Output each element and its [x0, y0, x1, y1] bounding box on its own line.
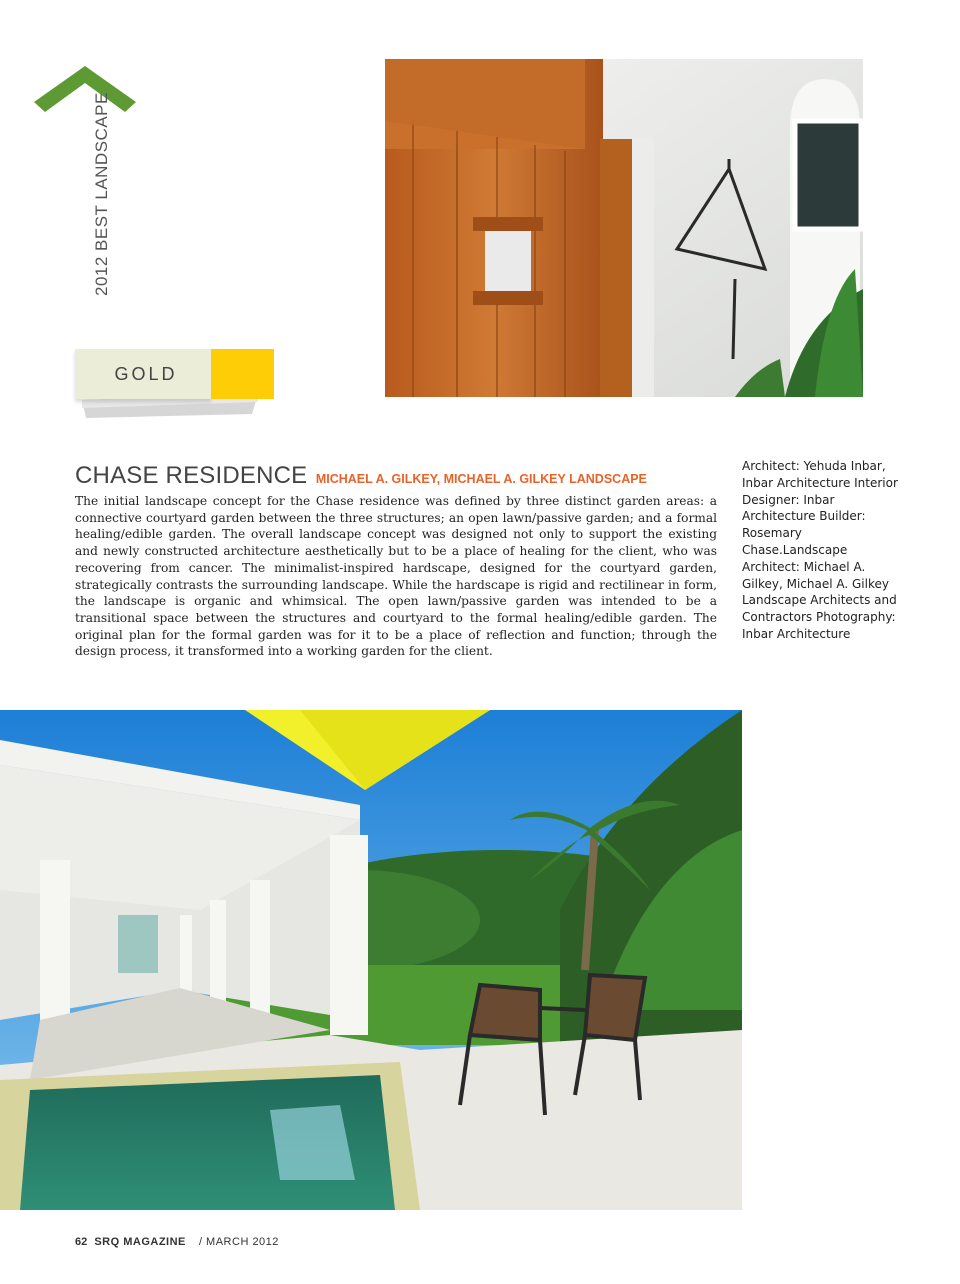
article-body: The initial landscape concept for the Chase residence was defined by three distinct garden areas: a connective courtyard garden between the three structures; an open lawn/passive garden; and a formal healing/edible garden. The overall landscape concept was designed not only to support the existing and newly constructed architecture aesthetically but to be a place of healing for the client, who was recovering from cancer. The minimalist-inspired hardscape, designed for the courtyard garden, strategically contrasts the surrounding landscape. While the hardscape is rigid and rectilinear in form, the landscape is organic and whimsical. The open lawn/passive garden was intended to be a transitional space between the structures and courtyard to the formal healing/edible garden. The original plan for the formal garden was for it to be a place of reflection and function; through the design process, it transformed into a working garden for the client.	[75, 494, 717, 659]
award-label: GOLD	[114, 364, 178, 384]
credits: Architect: Yehuda Inbar, Inbar Architecture Interior Designer: Inbar Architecture Builder: Rosemary Chase.Landscape Architect: Michael A. Gilkey, Michael A. Gilkey Landscape Architects and Contractors Photography: Inbar Architecture	[742, 459, 898, 641]
magazine-name: SRQ MAGAZINE	[94, 1236, 186, 1248]
article-title: CHASE RESIDENCE	[75, 462, 308, 489]
page-footer	[75, 1236, 279, 1248]
issue-date: / MARCH 2012	[198, 1236, 279, 1248]
article-heading	[75, 462, 647, 490]
gate-photo	[385, 59, 863, 397]
award-badge-accent	[211, 349, 274, 399]
courtyard-photo	[0, 710, 742, 1210]
section-label: 2012 BEST LANDSCAPE	[92, 92, 111, 296]
chevron-up-icon	[34, 66, 136, 114]
page-number: 62	[75, 1236, 88, 1248]
article-byline: MICHAEL A. GILKEY, MICHAEL A. GILKEY LANDSCAPE	[315, 472, 647, 486]
